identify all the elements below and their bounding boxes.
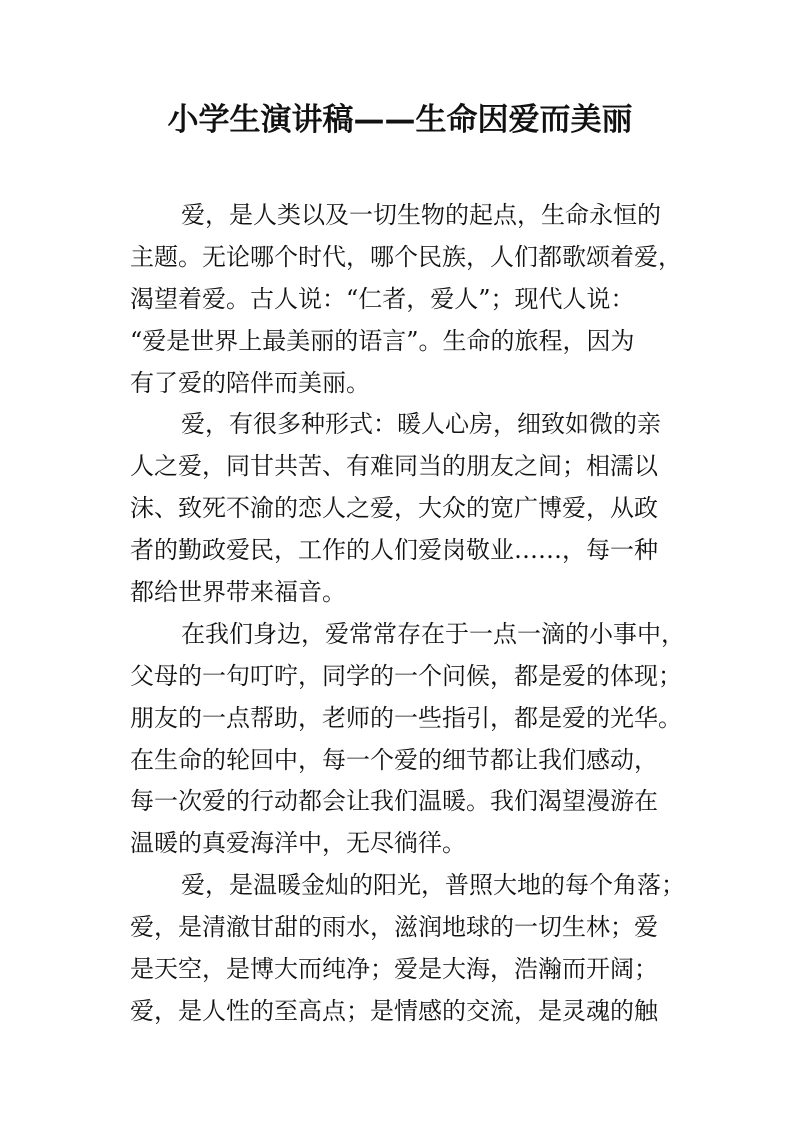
text-line: 朋友的一点帮助，老师的一些指引，都是爱的光华。 — [130, 703, 682, 732]
text-line: 在我们身边，爱常常存在于一点一滴的小事中， — [181, 619, 685, 648]
document-body — [130, 195, 690, 1033]
text-line: 是天空，是博大而纯净；爱是大海，浩瀚而开阔； — [130, 955, 658, 984]
paragraph — [130, 614, 690, 865]
text-line: 渴望着爱。古人说：“仁者，爱人”；现代人说： — [130, 284, 635, 313]
text-line: 主题。无论哪个时代，哪个民族，人们都歌颂着爱， — [130, 242, 682, 271]
text-line: 者的勤政爱民，工作的人们爱岗敬业……，每一种 — [130, 536, 658, 565]
text-line: 人之爱，同甘共苦、有难同当的朋友之间；相濡以 — [130, 452, 658, 481]
text-line: 爱，是温暖金灿的阳光，普照大地的每个角落； — [181, 871, 685, 900]
text-line: 每一次爱的行动都会让我们温暖。我们渴望漫游在 — [130, 787, 658, 816]
text-line: 爱，是人性的至高点；是情感的交流，是灵魂的触 — [130, 996, 658, 1025]
text-line: 爱，有很多种形式：暖人心房，细致如微的亲 — [181, 410, 661, 439]
text-line: 都给世界带来福音。 — [130, 578, 346, 607]
text-line: 有了爱的陪伴而美丽。 — [130, 368, 370, 397]
text-line: 爱，是人类以及一切生物的起点，生命永恒的 — [181, 201, 661, 229]
text-line: 沫、致死不渝的恋人之爱，大众的宽广博爱，从政 — [130, 494, 658, 523]
paragraph — [130, 195, 690, 404]
text-line: “爱是世界上最美丽的语言”。生命的旅程，因为 — [130, 326, 635, 355]
text-line: 温暖的真爱海洋中，无尽徜徉。 — [130, 829, 466, 858]
text-line: 爱，是清澈甘甜的雨水，滋润地球的一切生林；爱 — [130, 913, 658, 942]
text-line: 父母的一句叮咛，同学的一个问候，都是爱的体现； — [130, 661, 682, 690]
paragraph — [130, 404, 690, 613]
paragraph — [130, 865, 690, 1033]
document-title: 小学生演讲稿——生命因爱而美丽 — [167, 102, 633, 138]
text-line: 在生命的轮回中，每一个爱的细节都让我们感动， — [130, 745, 658, 774]
